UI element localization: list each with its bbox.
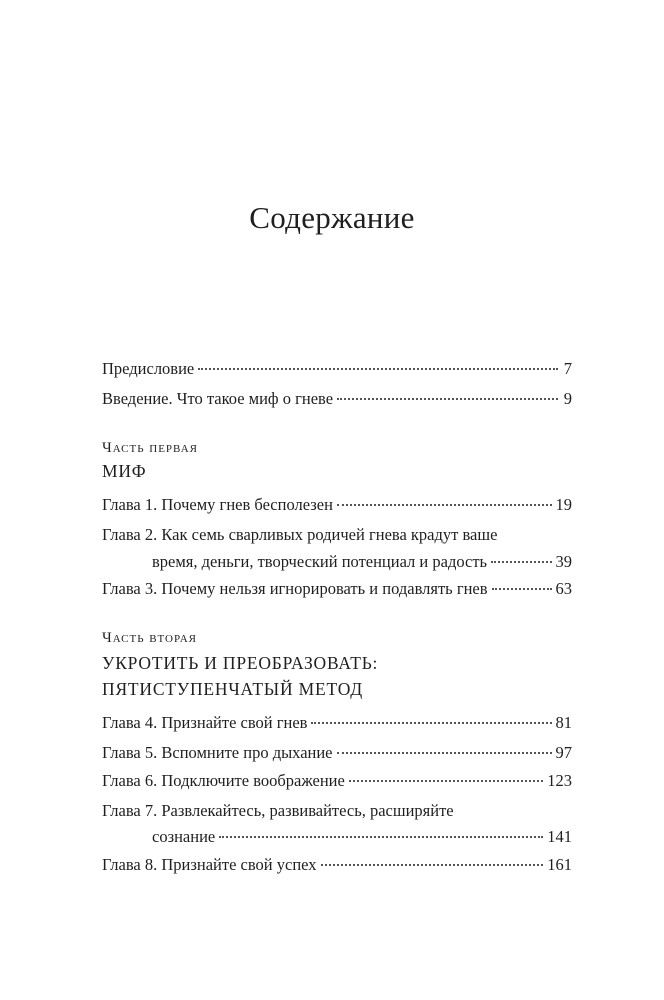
toc-page-number: 9 (563, 389, 572, 408)
toc-entry-label-line-2: сознание (152, 827, 216, 846)
toc-entry-label: Глава 5. Вспомните про дыхание (102, 743, 333, 762)
dot-leader (198, 367, 558, 370)
toc-entry-label: Глава 1. Почему гнев бесполезен (102, 495, 333, 514)
dot-leader (337, 397, 558, 400)
toc-page-number: 161 (547, 855, 572, 874)
dot-leader (337, 503, 552, 506)
part-two-label: Часть вторая (102, 630, 197, 646)
toc-entry-label-line-1: Глава 7. Развлекайтесь, развивайтесь, расширяйте (102, 801, 454, 820)
toc-entry-label: Глава 3. Почему нельзя игнорировать и подавлять гнев (102, 579, 488, 598)
toc-page-number: 7 (563, 359, 572, 378)
dot-leader (321, 863, 544, 866)
dot-leader (311, 721, 551, 724)
toc-entry-chapter-7[interactable] (102, 800, 572, 848)
page-title: Содержание (249, 200, 415, 235)
toc-entry-introduction[interactable] (102, 388, 572, 410)
toc-entry-chapter-4[interactable] (102, 712, 572, 734)
part-two-title-line-2: ПЯТИСТУПЕНЧАТЫЙ МЕТОД (102, 679, 364, 699)
toc-page-number: 97 (555, 743, 572, 762)
toc-entry-chapter-6[interactable] (102, 770, 572, 792)
dot-leader (491, 560, 551, 563)
toc-entry-label: Введение. Что такое миф о гневе (102, 389, 334, 408)
toc-entry-label: Глава 6. Подключите воображение (102, 771, 345, 790)
toc-entry-chapter-5[interactable] (102, 742, 572, 764)
toc-entry-label-line-2: время, деньги, творческий потенциал и радость (152, 552, 488, 571)
part-two-title-line-1: УКРОТИТЬ И ПРЕОБРАЗОВАТЬ: (102, 653, 379, 673)
toc-entry-label: Предисловие (102, 359, 195, 378)
toc-entry-chapter-1[interactable] (102, 494, 572, 516)
dot-leader (349, 779, 543, 782)
toc-entry-label-line-1: Глава 2. Как семь сварливых родичей гнева крадут ваше (102, 525, 498, 544)
toc-entry-chapter-8[interactable] (102, 854, 572, 876)
dot-leader (337, 751, 552, 754)
dot-leader (219, 835, 543, 838)
dot-leader (492, 587, 552, 590)
toc-page-number: 81 (555, 713, 572, 732)
toc-entry-chapter-3[interactable] (102, 578, 572, 600)
toc-page-number: 19 (555, 495, 572, 514)
part-one-title: МИФ (102, 461, 147, 481)
toc-entry-label: Глава 4. Признайте свой гнев (102, 713, 308, 732)
toc-page-number: 39 (555, 552, 572, 571)
toc-entry-chapter-2[interactable] (102, 524, 572, 573)
toc-entry-preface[interactable] (102, 358, 572, 380)
part-one-label: Часть первая (102, 440, 198, 456)
toc-entry-label: Глава 8. Признайте свой успех (102, 855, 317, 874)
toc-page-number: 63 (555, 579, 572, 598)
toc-page-number: 123 (547, 771, 572, 790)
toc-page-number: 141 (547, 827, 572, 846)
